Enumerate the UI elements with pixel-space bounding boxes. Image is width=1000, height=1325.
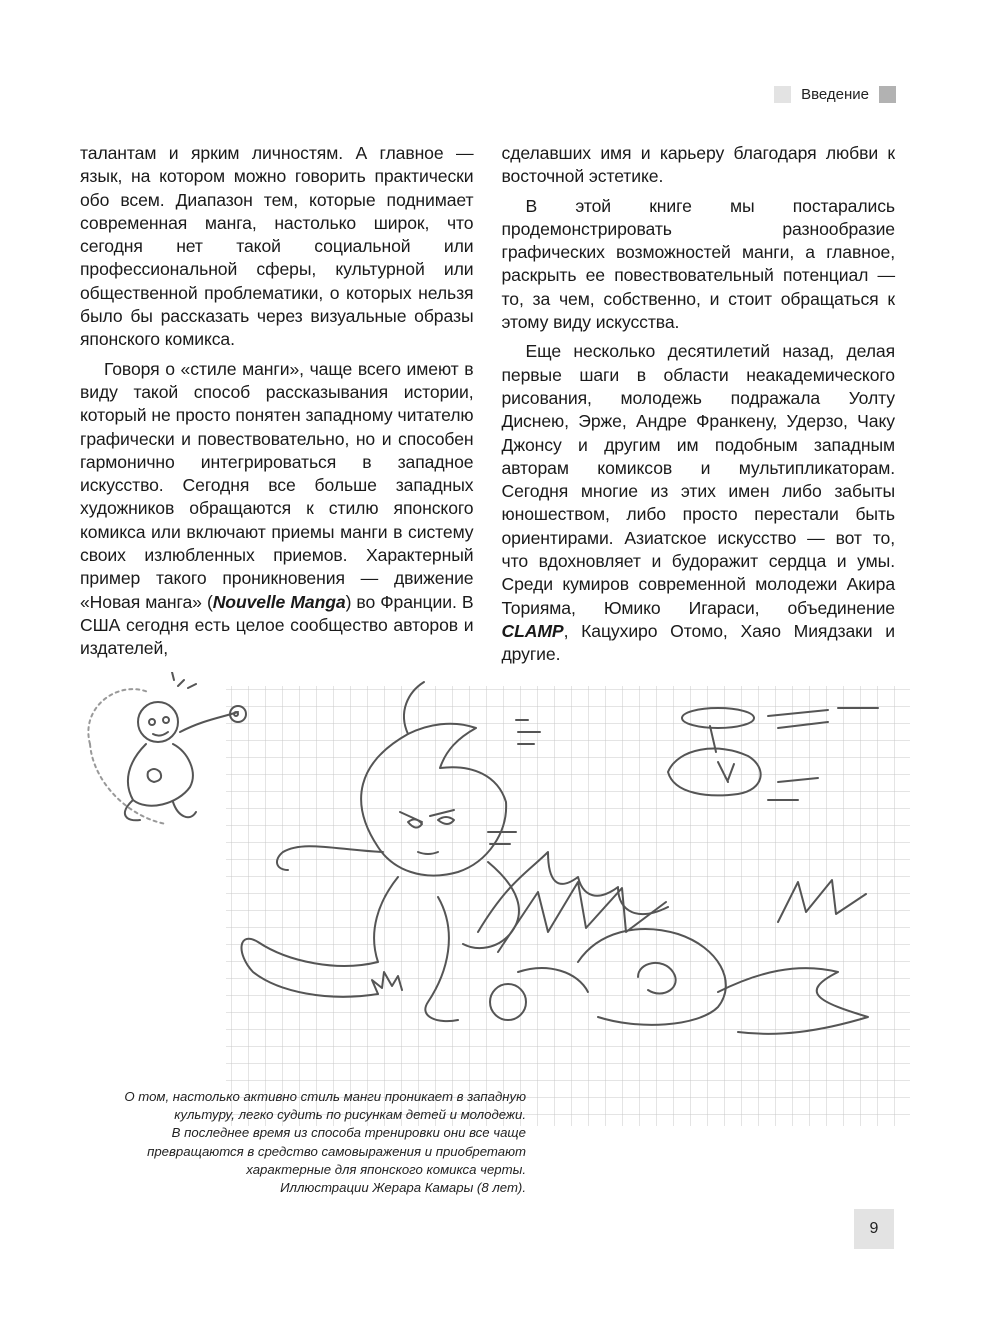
manga-sketch-illustration: [78, 672, 910, 1142]
header-square-dark: [879, 86, 896, 103]
small-character-sketch: [88, 672, 246, 824]
right-paragraph-3-start: Еще несколько десятилетий назад, делая первые шаги в области неакадемического рисования, молодежь подражала Уолту Диснею, Эрже, Андре Франкену, Удерзо, Чаку Джонсу и другим им подобным западным авторам комиксов и мультипликаторам. Сегодня многие из этих имен либо забыты юношеством, либо просто перестали быть ориентирами. Азиатское искусство — вот то, что вдохновляет и будоражит сердца и умы. Среди кумиров современной молодежи Акира Торияма, Юмико Игараси, объединение: [501, 341, 895, 618]
caption-line: превращаются в средство самовыражения и приобретают: [147, 1143, 526, 1159]
right-paragraph-3-end: , Кацухиро Отомо, Хаяо Миядзаки и другие.: [501, 620, 895, 665]
left-paragraph-2-end: ) во Франции. В США сегодня есть целое сообщество авторов и издателей,: [80, 591, 474, 659]
left-paragraph-2-start: Говоря о «стиле манги», чаще всего имеют в виду такой способ рассказывания истории, который не просто понятен западному читателю графически и повествовательно, но и способен гармонично интегрироваться в западное искусство. Сегодня все больше западных художников обращаются к стилю японского комикса или включают приемы манги в систему своих излюбленных приемов. Характерный пример такого проникновения — движение «Новая манга» (: [80, 358, 474, 612]
right-column: [502, 142, 896, 667]
caption-line: О том, настолько активно стиль манги проникает в западную: [124, 1089, 526, 1104]
caption-line: культуру, легко судить по рисункам детей и молодежи.: [174, 1107, 526, 1123]
left-paragraph-1: талантам и ярким личностям. А главное — язык, на котором можно говорить практически обо всем. Диапазон тем, которые поднимает современная манга, настолько широк, что сегодня нет такой социальной или профессиональной сферы, культурной или общественной проблематики, о которых нельзя было бы рассказать через визуальные образы японского комикса.: [80, 143, 474, 350]
right-paragraph-2: В этой книге мы постарались продемонстрировать разнообразие графических возможностей манги, а главное, раскрыть ее повествовательный потенциал — то, за чем, собственно, и стоит обращаться к этому виду искусства.: [501, 195, 895, 333]
left-paragraph-2: [80, 358, 474, 661]
running-header: [774, 86, 896, 103]
body-text-columns: [80, 142, 895, 667]
illustration-caption: [90, 1088, 526, 1197]
left-column: [80, 142, 474, 667]
right-paragraph-1: сделавших имя и карьеру благодаря любви к восточной эстетике.: [501, 143, 895, 187]
caption-line: характерные для японского комикса черты.: [246, 1161, 526, 1177]
header-title: Введение: [801, 86, 869, 103]
caption-line: Иллюстрации Жерара Камары (8 лет).: [280, 1180, 526, 1196]
header-square-light: [774, 86, 791, 103]
right-paragraph-3: [502, 340, 896, 666]
grid-paper: [226, 686, 910, 1126]
caption-line: В последнее время из способа тренировки они все чаще: [171, 1125, 526, 1141]
nouvelle-manga-term: Nouvelle Manga: [212, 591, 346, 612]
page-number: 9: [854, 1209, 894, 1249]
clamp-term: CLAMP: [501, 620, 564, 641]
